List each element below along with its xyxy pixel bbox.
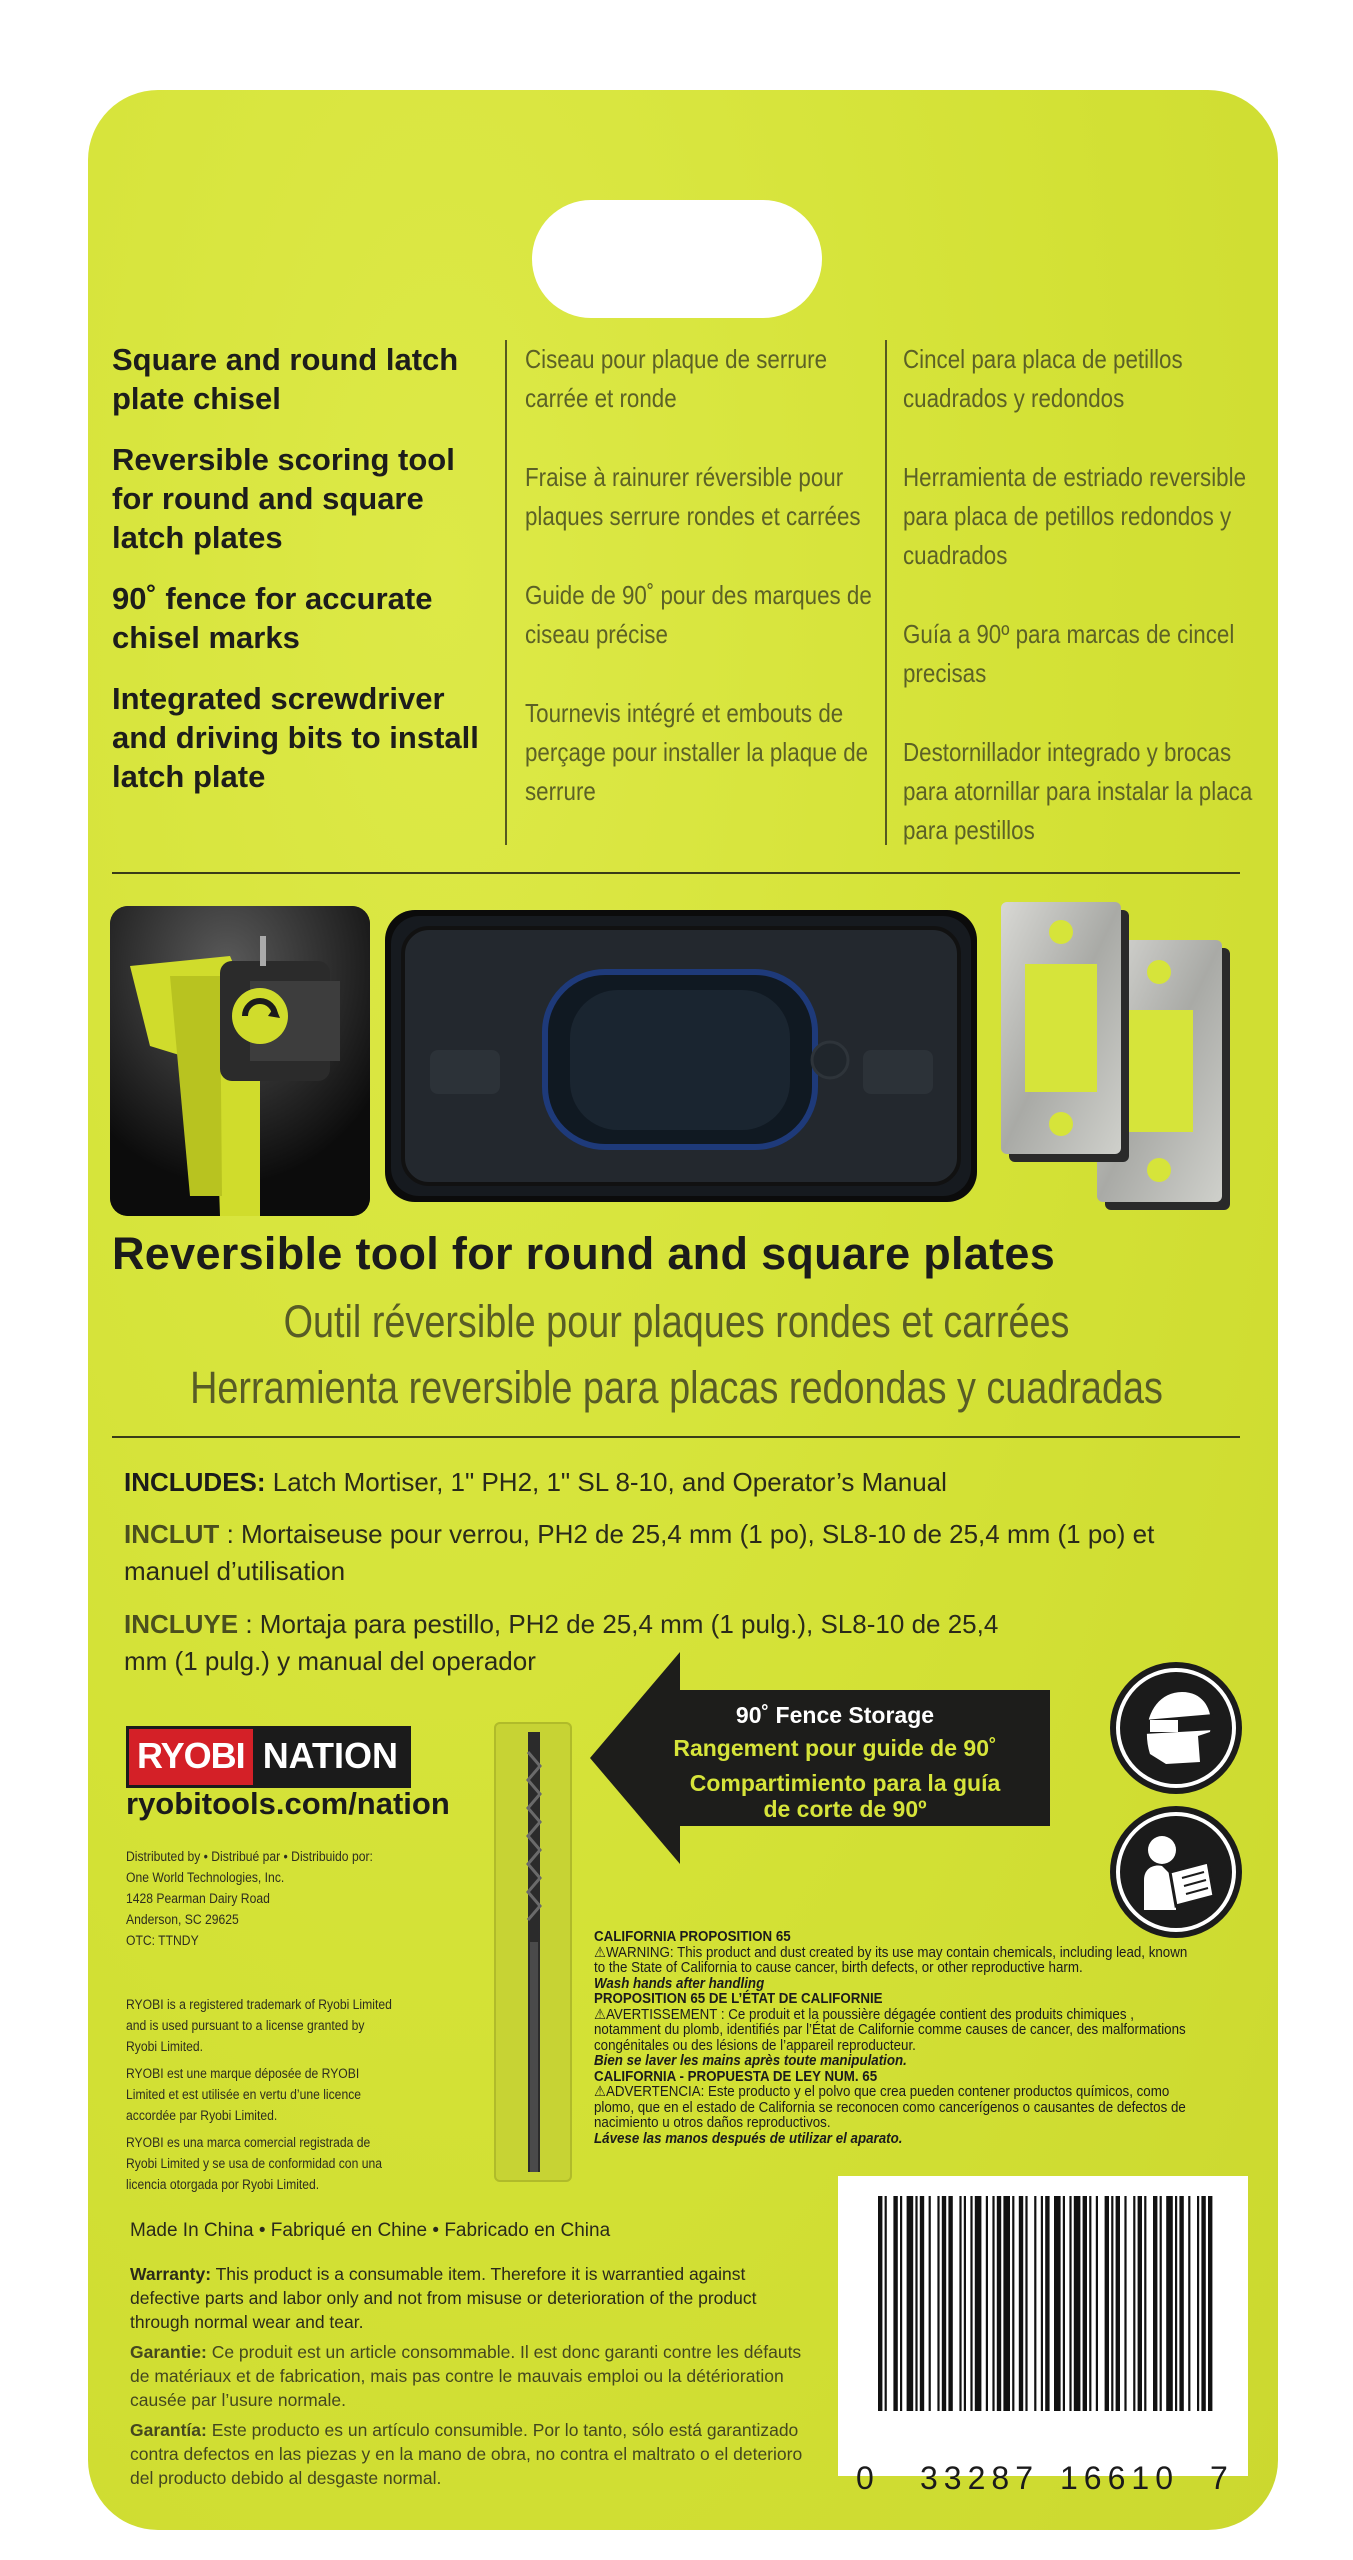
feature-es-1: Cincel para placa de petillos cuadrados y redondos — [903, 344, 1183, 413]
barcode — [838, 2176, 1248, 2496]
barcode-bar — [920, 2196, 924, 2411]
prop65-title-fr: PROPOSITION 65 DE L’ÉTAT DE CALIFORNIE — [594, 1991, 883, 2007]
barcode-bar — [1089, 2196, 1091, 2411]
distributor-block — [126, 1846, 405, 1951]
fence-storage-text — [630, 1702, 1040, 1822]
barcode-bar — [975, 2196, 982, 2411]
warranty-text: Ce produit est un article consommable. Il est donc garanti contre les défauts de matériaux et de fabrication, mais pas contre le mauvais emploi ou la détérioration causée par l’usure normale. — [130, 2342, 802, 2410]
prop65-wash-fr: Bien se laver les mains après toute manipulation. — [594, 2053, 907, 2069]
latch-plates-image — [995, 900, 1245, 1220]
prop65-warning-es: ⚠ADVERTENCIA: Este producto y el polvo que crea pueden contener productos químicos, como plomo, que en el estado de California se reconocen como cancerígenos o causantes de defectos de nacimiento u otros daños reproductivos. — [594, 2084, 1186, 2131]
made-in: Made In China • Fabriqué en Chine • Fabricado en China — [130, 2220, 611, 2241]
tool-closeup-image — [110, 906, 370, 1216]
fence-fr: Rangement pour guide de 90˚ — [673, 1735, 997, 1761]
barcode-bar — [1054, 2196, 1061, 2411]
ryobi-logo-text: RYOBI — [129, 1729, 253, 1785]
barcode-bar — [992, 2196, 994, 2411]
barcode-bar — [1111, 2196, 1113, 2411]
drill-bit-window — [494, 1722, 572, 2182]
feature-en-3: 90˚ fence for accurate chisel marks — [112, 581, 433, 655]
feature-en-4: Integrated screwdriver and driving bits to install latch plate — [112, 681, 479, 794]
barcode-bar — [893, 2196, 897, 2411]
barcode-bar — [1034, 2196, 1036, 2411]
includes-label: INCLUDES: — [124, 1467, 266, 1497]
barcode-digit-end: 7 — [1210, 2460, 1228, 2496]
prop65-warning — [594, 1930, 1201, 2147]
safety-glasses-icon — [1110, 1662, 1242, 1794]
features-french — [525, 340, 875, 811]
headline-english: Reversible tool for round and square plates — [112, 1228, 1056, 1279]
column-divider — [885, 340, 887, 845]
warranty-french — [130, 2340, 810, 2412]
barcode-bars — [838, 2176, 1248, 2426]
feature-en-1: Square and round latch plate chisel — [112, 342, 459, 416]
features-spanish — [903, 340, 1273, 850]
barcode-bar — [1019, 2196, 1023, 2411]
warranty-english — [130, 2262, 810, 2334]
section-divider — [112, 872, 1240, 874]
barcode-bar — [907, 2196, 914, 2411]
feature-es-2: Herramienta de estriado reversible para placa de petillos redondos y cuadrados — [903, 462, 1247, 570]
barcode-bar — [1105, 2196, 1109, 2411]
fence-es: Compartimiento para la guía de corte de 90º — [689, 1770, 1001, 1822]
barcode-bar — [929, 2196, 931, 2411]
barcode-bar — [1012, 2196, 1014, 2411]
distributor-line: OTC: TTNDY — [126, 1933, 199, 1948]
prop65-warning-fr: ⚠AVERTISSEMENT : Ce produit et la poussière dégagée contient des produits chimiques , notamment du plomb, identifiés par l’État de Californie comme causes de cancer, des malformations congénitales ou des lésions de l’appareil reproducteur. — [594, 2006, 1186, 2054]
includes-text: Latch Mortiser, 1" PH2, 1" SL 8-10, and Operator’s Manual — [272, 1467, 947, 1497]
features-english — [112, 340, 482, 818]
feature-fr-2: Fraise à rainurer réversible pour plaques serrure rondes et carrées — [525, 462, 861, 531]
barcode-bar — [1025, 2196, 1027, 2411]
brand-url: ryobitools.com/nation — [126, 1786, 450, 1821]
barcode-bar — [1208, 2196, 1212, 2411]
barcode-bar — [1041, 2196, 1043, 2411]
trademark-en: RYOBI is a registered trademark of Ryobi Limited and is used pursuant to a license granted by Ryobi Limited. — [126, 1997, 392, 2054]
barcode-bar — [1144, 2196, 1146, 2411]
barcode-bar — [986, 2196, 988, 2411]
barcode-bar — [948, 2196, 952, 2411]
ryobi-nation-logo — [126, 1726, 411, 1788]
barcode-bar — [1138, 2196, 1142, 2411]
barcode-digits-right: 16610 — [1060, 2460, 1179, 2496]
prop65-warning-en: ⚠WARNING: This product and dust created by its use may contain chemicals, including lead, known to the State of California to cause cancer, birth defects, or other reproductive harm. — [594, 1944, 1188, 1976]
barcode-bar — [1074, 2196, 1081, 2411]
feature-fr-4: Tournevis intégré et embouts de perçage pour installer la plaque de serrure — [525, 698, 869, 806]
barcode-bar — [1188, 2196, 1190, 2411]
barcode-bar — [997, 2196, 1001, 2411]
barcode-digit-start: 0 — [856, 2460, 874, 2496]
feature-es-4: Destornillador integrado y brocas para atornillar para instalar la placa para pestillos — [903, 737, 1253, 845]
warranty-label: Warranty: — [130, 2264, 212, 2284]
warranty-label: Garantía: — [130, 2420, 207, 2440]
barcode-bar — [1124, 2196, 1126, 2411]
includes-french — [124, 1516, 1244, 1590]
prop65-title-es: CALIFORNIA - PROPUESTA DE LEY NUM. 65 — [594, 2068, 878, 2085]
barcode-bar — [937, 2196, 939, 2411]
nation-logo-text: NATION — [253, 1729, 408, 1785]
barcode-bar — [1063, 2196, 1065, 2411]
barcode-bar — [900, 2196, 902, 2411]
includes-label: INCLUYE — [124, 1609, 239, 1639]
section-divider — [112, 1436, 1240, 1438]
trademark-es: RYOBI es una marca comercial registrada de Ryobi Limited y se usa de conformidad con una licencia otorgada por Ryobi Limited. — [126, 2135, 382, 2192]
barcode-bar — [942, 2196, 946, 2411]
warranty-text: This product is a consumable item. Therefore it is warrantied against defective parts and labor only and not from misuse or deterioration of the product through normal wear and tear. — [130, 2264, 757, 2332]
barcode-bar — [1166, 2196, 1173, 2411]
includes-label: INCLUT — [124, 1519, 220, 1549]
prop65-title-en: CALIFORNIA PROPOSITION 65 — [594, 1929, 791, 1945]
read-manual-icon — [1110, 1806, 1242, 1938]
headline-spanish: Herramienta reversible para placas redondas y cuadradas — [190, 1362, 1163, 1413]
headline-french: Outil réversible pour plaques rondes et carrées — [283, 1296, 1070, 1347]
barcode-bar — [1096, 2196, 1098, 2411]
barcode-bar — [959, 2196, 961, 2411]
barcode-bar — [1197, 2196, 1199, 2411]
barcode-bar — [1083, 2196, 1087, 2411]
column-divider — [505, 340, 507, 845]
barcode-bar — [970, 2196, 972, 2411]
warranty-spanish — [130, 2418, 810, 2490]
barcode-bar — [878, 2196, 882, 2411]
barcode-bar — [885, 2196, 887, 2411]
distributor-line: One World Technologies, Inc. — [126, 1870, 285, 1885]
barcode-bar — [1069, 2196, 1071, 2411]
feature-fr-3: Guide de 90˚ pour des marques de ciseau précise — [525, 580, 872, 649]
barcode-bar — [1116, 2196, 1120, 2411]
fence-blister-image — [385, 910, 977, 1202]
feature-es-3: Guía a 90º para marcas de cincel precisas — [903, 619, 1235, 688]
includes-text: : Mortaiseuse pour verrou, PH2 de 25,4 mm (1 po), SL8-10 de 25,4 mm (1 po) et manuel d’utilisation — [124, 1519, 1155, 1586]
barcode-bar — [915, 2196, 917, 2411]
fence-en: 90˚ Fence Storage — [735, 1702, 935, 1728]
prop65-wash-es: Lávese las manos después de utilizar el aparato. — [594, 2130, 903, 2147]
feature-fr-1: Ciseau pour plaque de serrure carrée et ronde — [525, 344, 828, 413]
barcode-bar — [1201, 2196, 1205, 2411]
barcode-bar — [1153, 2196, 1157, 2411]
barcode-bar — [1160, 2196, 1162, 2411]
warranty-text: Este producto es un artículo consumible. Por lo tanto, sólo está garantizado contra defectos en las piezas y en la mano de obra, no contra el maltrato o el deterioro del producto debido al desgaste normal. — [130, 2420, 803, 2488]
feature-en-2: Reversible scoring tool for round and square latch plates — [112, 442, 455, 555]
trademark-fr: RYOBI est une marque déposée de RYOBI Limited et est utilisée en vertu d’une licence accordée par Ryobi Limited. — [126, 2066, 362, 2123]
barcode-bar — [1175, 2196, 1177, 2411]
distributor-line: 1428 Pearman Dairy Road — [126, 1891, 270, 1906]
warranty-label: Garantie: — [130, 2342, 207, 2362]
includes-english — [124, 1464, 1224, 1501]
includes-text: : Mortaja para pestillo, PH2 de 25,4 mm (1 pulg.), SL8-10 de 25,4 mm (1 pulg.) y manual del operador — [124, 1609, 999, 1676]
barcode-bar — [1045, 2196, 1049, 2411]
barcode-bar — [1179, 2196, 1183, 2411]
distributor-line: Distributed by • Distribué par • Distribuido por: — [126, 1849, 373, 1864]
hang-hole — [532, 200, 822, 318]
barcode-bar — [1133, 2196, 1135, 2411]
trademark-block — [126, 1994, 396, 2201]
distributor-line: Anderson, SC 29625 — [126, 1912, 239, 1927]
barcode-bar — [964, 2196, 966, 2411]
barcode-digits-left: 33287 — [920, 2460, 1039, 2496]
barcode-bar — [1003, 2196, 1010, 2411]
prop65-wash-en: Wash hands after handling — [594, 1975, 765, 1992]
